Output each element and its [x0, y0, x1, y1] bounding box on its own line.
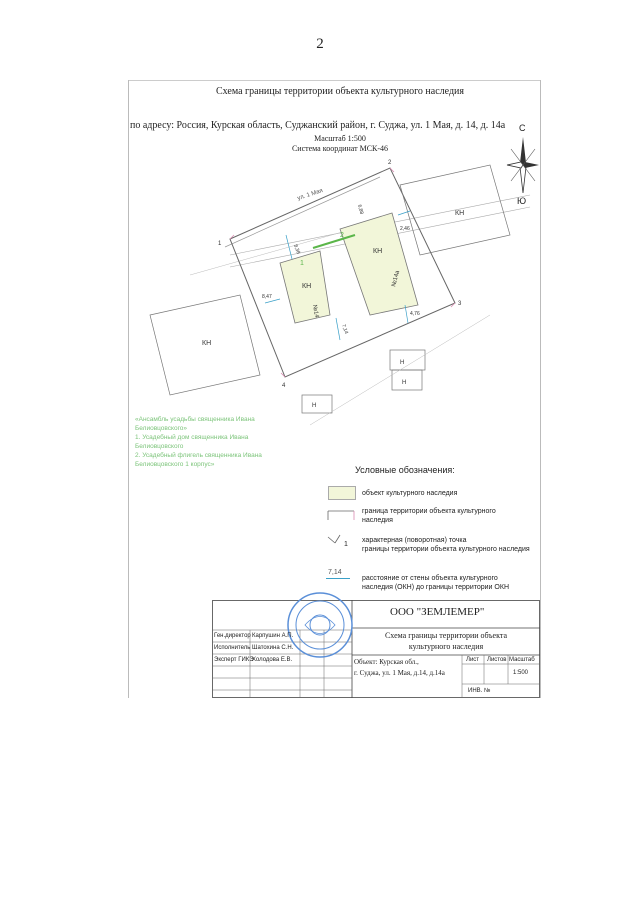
- building-label: КН: [302, 283, 312, 290]
- note-line: 2. Усадебный флигель священника Ивана: [135, 452, 262, 459]
- note-line: Белиовцовского: [135, 443, 184, 450]
- site-map: [130, 155, 540, 455]
- scheme-title: Схема границы территории объекта культурного наследия: [215, 86, 465, 97]
- stamp-doc-title-line2: культурного наследия: [408, 642, 484, 651]
- building-label: КН: [373, 248, 383, 255]
- building-n-1: [390, 350, 425, 370]
- col-sheet-label: Лист: [466, 657, 480, 663]
- legend-boundary-label: [362, 507, 496, 525]
- object-address-line2: г. Суджа, ул. 1 Мая, д.14, д.14а: [354, 669, 445, 677]
- note-line: «Ансамбль усадьбы священника Ивана: [135, 416, 255, 423]
- legend-okn-label: объект культурного наследия: [362, 490, 458, 497]
- note-line: Белиовцовского»: [135, 425, 188, 432]
- col-sheets-label: Листов: [487, 657, 507, 663]
- point-1-label: 1: [218, 241, 222, 247]
- point-3-label: 3: [458, 301, 462, 307]
- legend-boundary-symbol: [326, 508, 356, 522]
- building-label: Н: [400, 360, 405, 366]
- role-label: Эксперт ГИКЭ: [214, 657, 254, 663]
- okn-number: 1: [300, 260, 304, 267]
- object-address-line1: Объект: Курская обл.,: [354, 658, 419, 666]
- street-label: ул. 1 Мая: [296, 188, 324, 202]
- company-name: ООО "ЗЕМЛЕМЕР": [390, 606, 485, 618]
- distance-label: 2,46: [400, 226, 410, 232]
- role-name: Шатохина С.Н.: [252, 645, 294, 651]
- building-label: Н: [312, 403, 317, 409]
- building-label: Н: [402, 380, 407, 386]
- territory-boundary: [230, 168, 455, 377]
- legend-okn-swatch: [328, 486, 356, 500]
- house-label: №14а: [391, 270, 402, 288]
- stamp-doc-title-line1: Схема границы территории объекта: [384, 631, 508, 640]
- inventory-number-label: ИНВ. №: [468, 688, 491, 694]
- legend-point-label: [362, 536, 530, 554]
- role-name: Холодова Е.В.: [252, 657, 293, 663]
- note-line: Белиовцовского 1 корпус»: [135, 461, 215, 468]
- legend-distance-line2: наследия (ОКН) до границы территории ОКН: [362, 584, 509, 591]
- role-name: Карпушин А.П.: [252, 633, 294, 639]
- coord-system: Система координат МСК-46: [291, 144, 389, 153]
- page-number: 2: [316, 36, 324, 52]
- distance-label: 8,38: [292, 243, 302, 255]
- distance-label: 4,76: [410, 311, 420, 317]
- compass-south-label: Ю: [517, 196, 527, 206]
- house-label: №14: [311, 304, 320, 319]
- okn-number: 2: [340, 232, 344, 239]
- legend-title: Условные обозначения:: [355, 465, 455, 475]
- scheme-scale: Масштаб 1:500: [314, 134, 366, 143]
- note-line: 1. Усадебный дом священника Ивана: [135, 434, 249, 441]
- distance-label: 8,47: [262, 294, 272, 300]
- distance-label: 6,88: [356, 203, 365, 215]
- legend-point-line1: характерная (поворотная) точка: [362, 537, 467, 544]
- point-4-label: 4: [282, 383, 286, 389]
- compass-north-label: С: [519, 123, 526, 133]
- distance-label: 7,14: [340, 323, 350, 335]
- building-n-2: [392, 370, 422, 390]
- legend-distance-sample: 7,14: [328, 569, 342, 576]
- scheme-address: по адресу: Россия, Курская область, Суджанский район, г. Суджа, ул. 1 Мая, д. 14, д. 14а: [130, 120, 506, 131]
- legend-boundary-line2: наследия: [362, 517, 393, 524]
- stamp-doc-title: [352, 630, 540, 652]
- stamp-scale-value: 1:500: [513, 670, 529, 676]
- col-scale-label: Масштаб: [509, 657, 535, 663]
- role-label: Ген.директор: [214, 633, 251, 639]
- legend-distance-label: [362, 574, 509, 592]
- legend-point-line2: границы территории объекта культурного наследия: [362, 546, 530, 553]
- object-address: [354, 657, 445, 679]
- legend-point-sample: 1: [344, 541, 348, 548]
- legend-distance-line1: расстояние от стены объекта культурного: [362, 575, 498, 582]
- okn-ensemble-note: [135, 415, 295, 469]
- legend-distance-line: [326, 578, 350, 579]
- building-label: КН: [202, 340, 212, 347]
- boundary-tick-marks: [230, 168, 455, 377]
- building-label: КН: [455, 210, 465, 217]
- legend-boundary-line1: граница территории объекта культурного: [362, 508, 496, 515]
- company-seal-icon: [285, 590, 355, 660]
- building-n-3: [302, 395, 332, 413]
- role-label: Исполнитель: [214, 645, 251, 651]
- point-2-label: 2: [388, 160, 392, 166]
